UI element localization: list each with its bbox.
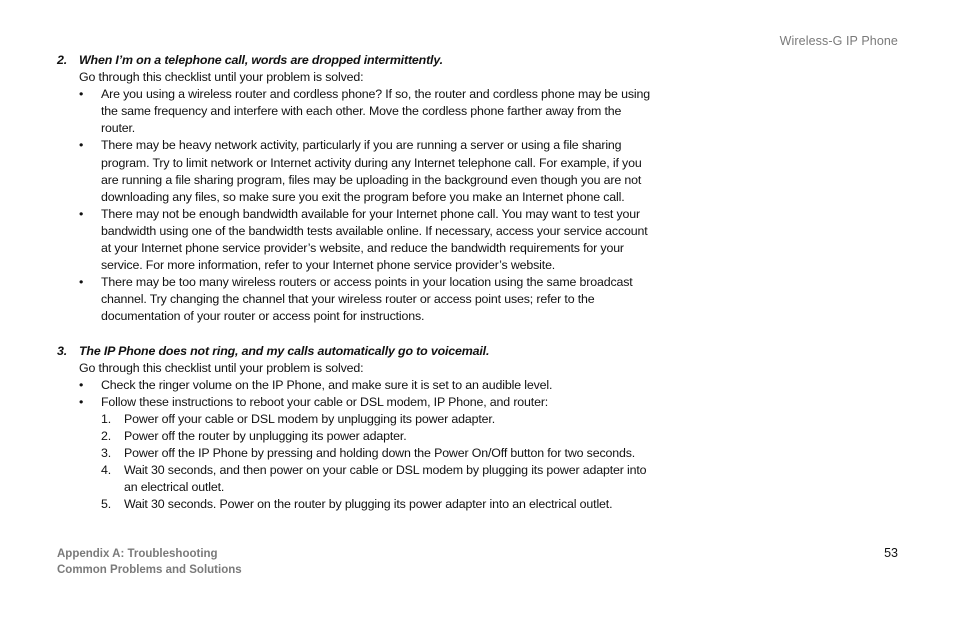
step-number: 4.	[101, 463, 112, 478]
section-2-checklist	[57, 86, 667, 325]
step-item: 3. Power off the IP Phone by pressing and holding down the Power On/Off button for two seconds.	[57, 445, 667, 462]
footer-section: Common Problems and Solutions	[57, 564, 242, 576]
bullet-icon: •	[79, 377, 84, 392]
step-item: 2. Power off the router by unplugging its power adapter.	[57, 428, 667, 445]
reboot-steps	[57, 411, 667, 514]
list-item: • Follow these instructions to reboot your cable or DSL modem, IP Phone, and router:	[57, 394, 667, 411]
document-body	[57, 52, 667, 513]
list-item: • There may not be enough bandwidth available for your Internet phone call. You may want to test your bandwidth using one of the bandwidth tests available online. If necessary, access your service account at your Internet phone service provider’s website, and reduce the bandwidth requirements for your service. For more information, refer to your Internet phone service provider’s website.	[79, 206, 648, 273]
list-item: • There may be too many wireless routers or access points in your location using the same broadcast channel. Try changing the channel that your wireless router or access point uses; refer to the documentation of your router or access point for instructions.	[79, 275, 633, 324]
section-spacer	[57, 326, 667, 343]
step-number: 5.	[101, 497, 112, 512]
footer-breadcrumb	[57, 546, 242, 578]
section-2-title	[57, 52, 667, 69]
bullet-icon: •	[79, 87, 84, 102]
section-3-checklist	[57, 377, 667, 411]
step-number: 1.	[101, 411, 112, 426]
header-product-name: Wireless-G IP Phone	[779, 34, 898, 48]
step-number: 2.	[101, 428, 112, 443]
section-3-number: 3.	[57, 343, 68, 358]
bullet-icon: •	[79, 275, 84, 290]
section-2-number: 2.	[57, 53, 68, 67]
step-item: 5. Wait 30 seconds. Power on the router by plugging its power adapter into an electrical outlet.	[57, 496, 667, 513]
step-item: 4. Wait 30 seconds, and then power on your cable or DSL modem by plugging its power adapter into an electrical outlet.	[101, 463, 647, 495]
section-3-heading: The IP Phone does not ring, and my calls automatically go to voicemail.	[79, 343, 490, 358]
list-item: • There may be heavy network activity, particularly if you are running a server or using a file sharing program. Try to limit network or Internet activity during any Internet telephone call. For example, if you are running a file sharing program, files may be uploading in the background even though you are not downloading any files, so make sure you exit the program before you make an Internet phone call.	[79, 138, 642, 204]
bullet-icon: •	[79, 138, 84, 153]
section-3-title	[57, 343, 667, 360]
section-3-intro: Go through this checklist until your problem is solved:	[79, 360, 364, 375]
list-item: • Are you using a wireless router and cordless phone? If so, the router and cordless phone may be using the same frequency and interfere with each other. Move the cordless phone farther away from the router.	[79, 87, 650, 136]
section-2-heading: When I’m on a telephone call, words are dropped intermittently.	[79, 53, 443, 67]
section-2-intro: Go through this checklist until your problem is solved:	[79, 70, 364, 85]
step-number: 3.	[101, 446, 112, 461]
page-number: 53	[884, 546, 898, 560]
list-item: • Check the ringer volume on the IP Phone, and make sure it is set to an audible level.	[57, 377, 667, 394]
bullet-icon: •	[79, 206, 84, 221]
footer-chapter: Appendix A: Troubleshooting	[57, 548, 218, 560]
bullet-icon: •	[79, 394, 84, 409]
step-item: 1. Power off your cable or DSL modem by unplugging its power adapter.	[57, 411, 667, 428]
